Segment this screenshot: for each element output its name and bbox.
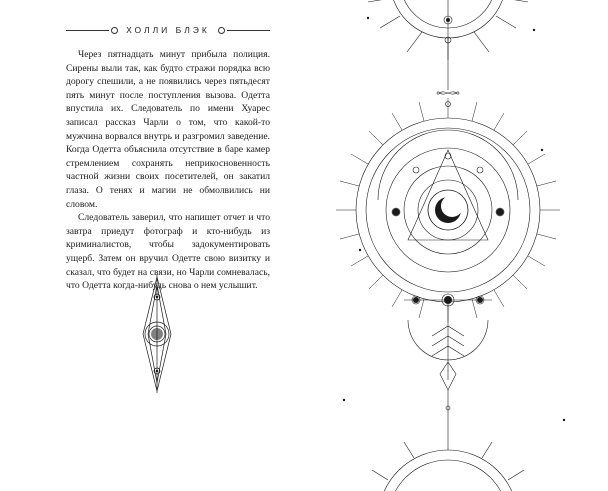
paragraph-2: Следователь заверил, что напишет отчет и что завтра приедут фотограф и кто-нибудь из криминалистов, чтобы задокументировать ущерб. Затем он вручил Одетте свою визитку и сказал, что будет на связи, но Чарли сомневалась, что Одетта когда-нибудь снова о нем услышит. — [66, 212, 270, 292]
header-rule-right — [227, 30, 270, 31]
header-rule-left — [66, 30, 109, 31]
paragraph-1: Через пятнадцать минут прибыла полиция. Сирены выли так, как будто стражи порядка всю дорогу спешили, а не появились через пятьдесят пять минут после поступления вызова. Одетта впустила их. Следователь по имени Хуарес записал рассказ Чарли о том, что какой-то мужчина ворвался внутрь и разгромил заведение. Когда Одетта объяснила отсутствие в баре камер стремлением сохранять неприкосновенность частной жизни своих посетителей, он закатил глаза. О тенях и магии не обмолвились ни словом. — [66, 49, 270, 210]
celestial-sun-moon-illustration — [304, 0, 608, 491]
body-text — [66, 48, 270, 293]
header-ornament-left-icon — [111, 27, 118, 34]
running-header — [66, 22, 270, 38]
celestial-diamond-icon — [140, 275, 174, 393]
header-ornament-right-icon — [218, 27, 225, 34]
running-title: ХОЛЛИ БЛЭК — [126, 25, 210, 35]
